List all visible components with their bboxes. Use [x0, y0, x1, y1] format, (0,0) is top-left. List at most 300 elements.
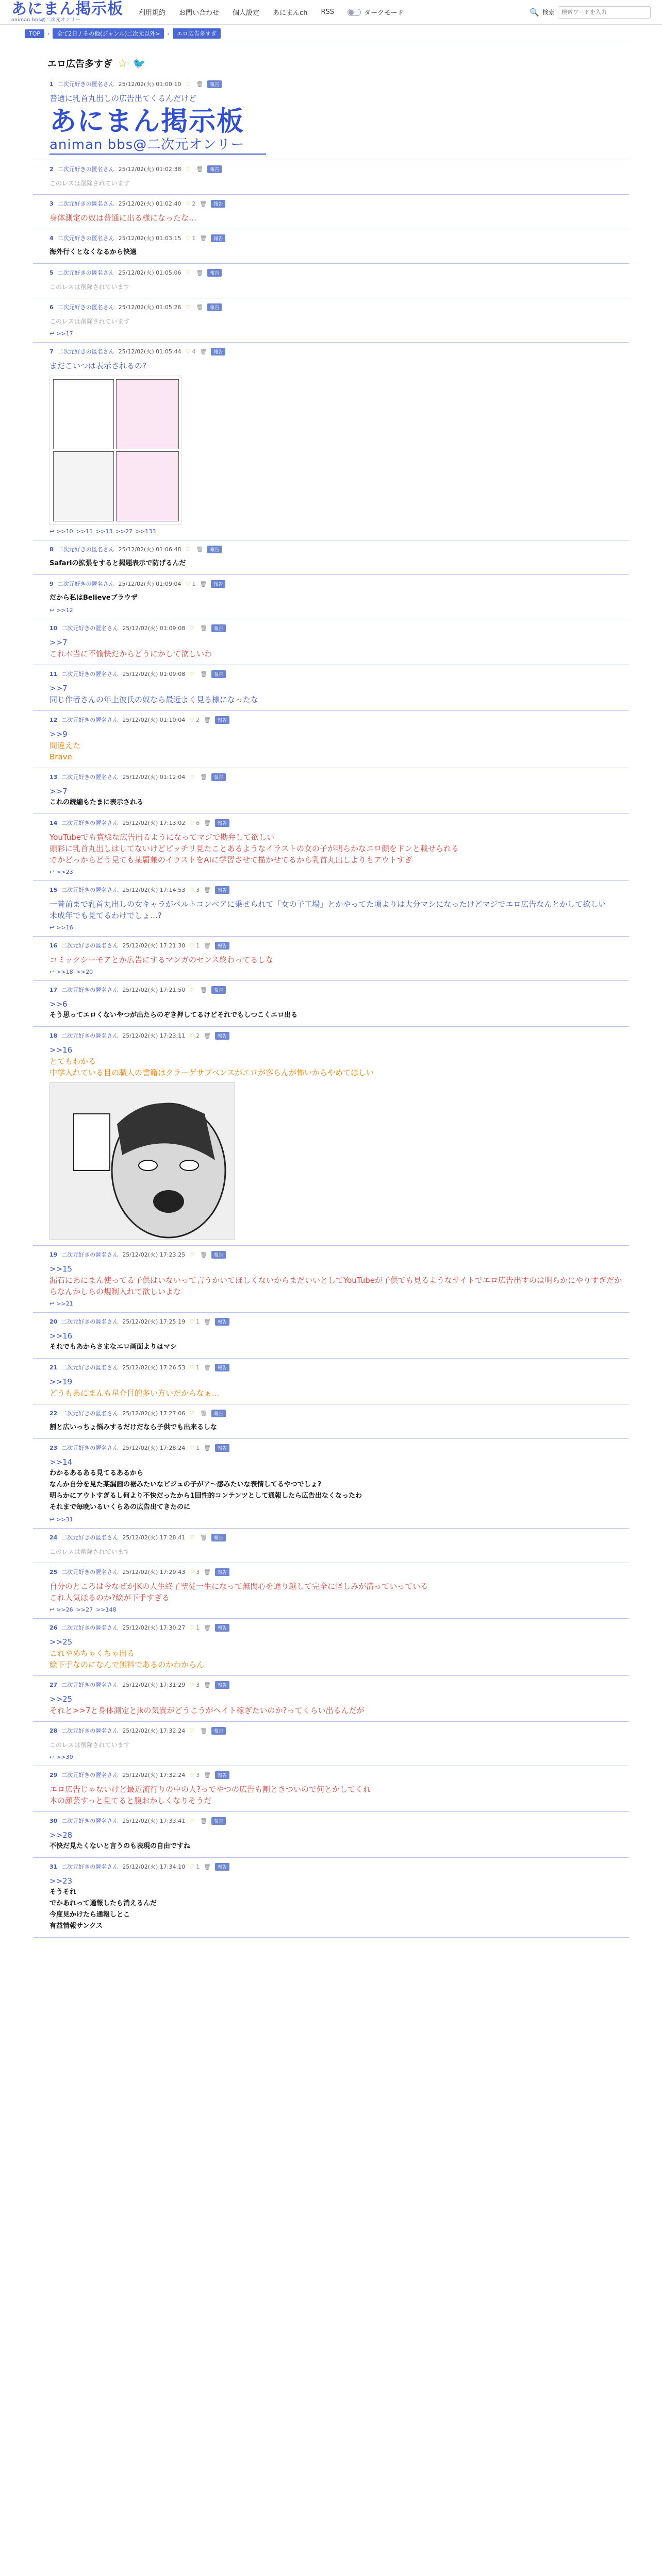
dark-mode-label: ダークモード [363, 9, 404, 17]
trash-icon[interactable]: 🗑 [204, 1444, 211, 1451]
reply-anchor-link[interactable]: >>7 [49, 684, 68, 693]
like-button[interactable] [189, 942, 200, 949]
report-button[interactable]: 報告 [215, 1364, 229, 1371]
post-text-line: 未成年でも見てるわけでしょ…? [49, 911, 162, 920]
banner-title: あにまん掲示板 [49, 106, 245, 137]
trash-icon[interactable]: 🗑 [200, 1251, 208, 1258]
search-icon[interactable]: 🔍 [529, 7, 539, 17]
post-text-line: Brave [49, 752, 72, 761]
report-button[interactable]: 報告 [211, 1534, 226, 1541]
post-author: 二次元好きの匿名さん [61, 625, 119, 632]
post-item [33, 575, 629, 619]
post-number[interactable]: 30 [49, 1817, 58, 1824]
reply-link[interactable]: >>133 [135, 528, 156, 535]
reply-icon: ↩ [49, 1606, 55, 1613]
post-text-line: 一昔前まで乳首丸出しの女キャラがベルトコンベアに乗せられて「女の子工場」とかやってた頃よりは大分マシになったけどマジでエロ広告なんとかして欲しい [49, 900, 606, 909]
post-item [33, 195, 629, 229]
post-body [49, 1829, 629, 1852]
trash-icon[interactable]: 🗑 [204, 1364, 211, 1371]
trash-icon[interactable]: 🗑 [200, 234, 207, 242]
reply-anchor-link[interactable]: >>23 [49, 1876, 73, 1886]
deleted-notice: このレスは削除されています [49, 283, 130, 291]
reply-link[interactable]: >>13 [96, 528, 113, 535]
post-text-line: でかあれって通報したら消えるんだ [49, 1900, 157, 1907]
deleted-notice: このレスは削除されています [49, 318, 130, 325]
like-button[interactable] [189, 774, 196, 781]
post-text-line: これやめちゃくちゃ出る [49, 1649, 135, 1658]
like-button[interactable] [189, 1410, 196, 1417]
post-number[interactable]: 13 [49, 773, 58, 781]
like-button[interactable] [189, 987, 196, 993]
like-button[interactable] [186, 81, 192, 88]
heart-icon: ♡ [185, 546, 191, 553]
like-count: 1 [196, 1863, 200, 1870]
report-button[interactable]: 報告 [211, 773, 226, 781]
post-date: 25/12/02(火) 01:05:26 [118, 304, 181, 311]
post-header [49, 1862, 629, 1871]
post-date: 25/12/02(火) 17:23:25 [122, 1251, 186, 1258]
trash-icon[interactable]: 🗑 [204, 1032, 211, 1039]
like-button[interactable] [186, 581, 196, 587]
reply-link[interactable]: >>27 [115, 528, 133, 535]
post-author: 二次元好きの匿名さん [61, 717, 119, 723]
post-date: 25/12/02(火) 17:30:27 [122, 1624, 186, 1631]
post-number[interactable]: 9 [49, 580, 54, 587]
trash-icon[interactable]: 🗑 [200, 348, 207, 355]
post-author: 二次元好きの匿名さん [61, 774, 119, 781]
nav-animanch[interactable]: あにまんch [273, 9, 308, 17]
nav-rss[interactable]: RSS [321, 8, 334, 16]
post-text-line: わかるあるある見てるあるから [49, 1469, 144, 1477]
reply-anchor-link[interactable]: >>7 [49, 638, 68, 647]
trash-icon[interactable]: 🗑 [204, 886, 211, 893]
post-date: 25/12/02(火) 01:02:38 [118, 166, 181, 173]
post-number[interactable]: 3 [49, 200, 54, 207]
reply-link[interactable]: >>21 [56, 1300, 73, 1307]
reply-anchor-link[interactable]: >>15 [49, 1264, 73, 1274]
like-button[interactable] [186, 166, 192, 173]
post-text-line: 自分のところは今なぜかJKの人生終了聖徒一生になって無関心を通り越して完全に怪しみが溝っていっている [49, 1582, 428, 1591]
post-number[interactable]: 7 [49, 348, 54, 355]
post-header [49, 302, 629, 312]
heart-icon: ♡ [189, 1568, 195, 1575]
reply-anchor-link[interactable]: >>28 [49, 1831, 73, 1840]
report-button[interactable]: 報告 [215, 1863, 229, 1871]
reply-links [49, 969, 629, 975]
post-text-line: 普通に乳首丸出しの広告出てくるんだけど [49, 94, 197, 103]
heart-icon: ♡ [189, 670, 195, 677]
like-button[interactable] [189, 1727, 196, 1734]
like-button[interactable] [186, 304, 192, 311]
trash-icon[interactable]: 🗑 [196, 269, 204, 276]
post-item [33, 1439, 629, 1529]
post-header [49, 579, 629, 588]
post-header [49, 164, 629, 174]
trash-icon[interactable]: 🗑 [200, 200, 207, 207]
like-button[interactable] [186, 235, 196, 242]
report-button[interactable]: 報告 [211, 580, 225, 588]
heart-icon: ♡ [189, 1251, 195, 1258]
dark-mode-toggle[interactable] [347, 7, 404, 17]
trash-icon[interactable]: 🗑 [200, 986, 208, 993]
reply-link[interactable]: >>20 [76, 969, 93, 975]
post-text-line: なんか自分を見た某漏画の裾みたいなビジュの子がア〜感みたいな表情してるやつでしょ? [49, 1481, 322, 1488]
post-item [33, 1529, 629, 1563]
reply-icon: ↩ [49, 1754, 55, 1760]
trash-icon[interactable]: 🗑 [204, 1624, 211, 1631]
post-author: 二次元好きの匿名さん [61, 1772, 119, 1778]
toggle-switch-icon[interactable] [347, 9, 361, 16]
trash-icon[interactable]: 🗑 [200, 1410, 208, 1417]
nav-terms[interactable]: 利用規約 [139, 9, 166, 17]
post-number[interactable]: 22 [49, 1410, 58, 1417]
trash-icon[interactable]: 🗑 [204, 716, 211, 723]
manga-panel-image[interactable] [49, 1082, 235, 1240]
post-item [33, 1563, 629, 1619]
like-count: 3 [196, 1568, 200, 1575]
post-body [49, 558, 629, 569]
reply-link[interactable]: >>10 [56, 528, 73, 535]
post-author: 二次元好きの匿名さん [61, 671, 119, 677]
post-header [49, 1363, 629, 1372]
like-button[interactable] [189, 625, 196, 632]
like-button[interactable] [186, 546, 192, 553]
post-author: 二次元好きの匿名さん [57, 166, 114, 173]
post-header [49, 1816, 629, 1825]
like-button[interactable] [189, 1624, 200, 1631]
post-author: 二次元好きの匿名さん [61, 1624, 119, 1631]
post-number[interactable]: 24 [49, 1534, 58, 1541]
post-body [49, 1581, 629, 1603]
like-button[interactable] [189, 1818, 196, 1824]
reply-link[interactable]: >>12 [56, 607, 73, 614]
post-item [33, 1619, 629, 1676]
report-button[interactable]: 報告 [211, 348, 225, 355]
like-button[interactable] [189, 887, 200, 893]
manga-face-illustration [50, 1083, 235, 1240]
heart-icon: ♡ [189, 1318, 195, 1325]
reply-link[interactable]: >>31 [56, 1516, 73, 1523]
like-count: 3 [196, 886, 200, 893]
report-button[interactable]: 報告 [207, 80, 222, 88]
site-header [0, 0, 662, 25]
post-author: 二次元好きの匿名さん [57, 304, 114, 311]
post-text-line: エロ広告じゃないけど最近流行りの中の人?っでやつの広告も割ときついので何とかしてくれ [49, 1785, 371, 1794]
reply-link[interactable]: >>27 [76, 1606, 93, 1613]
post-author: 二次元好きの匿名さん [57, 269, 114, 276]
reply-anchor-link[interactable]: >>14 [49, 1458, 73, 1467]
like-button[interactable] [189, 1772, 200, 1778]
like-count: 6 [196, 819, 200, 826]
heart-icon: ♡ [189, 1863, 195, 1870]
post-body [49, 592, 629, 604]
post-header [49, 1533, 629, 1542]
trash-icon[interactable]: 🗑 [200, 580, 207, 587]
like-button[interactable] [189, 1364, 200, 1371]
like-button[interactable] [186, 200, 196, 207]
reply-anchor-link[interactable]: >>9 [49, 730, 68, 739]
post-date: 25/12/02(火) 17:27:06 [122, 1410, 186, 1417]
nav-settings[interactable]: 個人設定 [233, 9, 260, 17]
post-number[interactable]: 19 [49, 1251, 58, 1258]
post-text-line: 絵下手なのになんで無料であるのかわからん [49, 1660, 205, 1669]
post-text-line: でかどっからどう見ても某覇兼のイラストをAIに学習させて描かせてるから乳首丸出しよりもアウトすぎ [49, 855, 412, 865]
post-number[interactable]: 4 [49, 234, 54, 242]
post-text-line: 海外行くとなくなるから快適 [49, 248, 137, 256]
heart-icon: ♡ [189, 1444, 195, 1451]
report-button[interactable]: 報告 [211, 234, 225, 242]
post-text-line: 中学入れている目の職人の書籍はクラーゲサブベンスがエロが客らんが怖いからやめてほしい [49, 1068, 374, 1077]
report-button[interactable]: 報告 [215, 1032, 229, 1040]
heart-icon: ♡ [189, 942, 195, 949]
like-button[interactable] [186, 269, 192, 276]
reply-link[interactable]: >>18 [56, 969, 73, 975]
like-button[interactable] [189, 1251, 196, 1258]
report-button[interactable]: 報告 [207, 546, 222, 553]
reply-link[interactable]: >>23 [56, 869, 73, 875]
heart-icon: ♡ [185, 80, 191, 88]
like-button[interactable] [186, 348, 196, 355]
like-button[interactable] [189, 1534, 196, 1541]
post-body [49, 1636, 629, 1670]
post-header [49, 1567, 629, 1577]
breadcrumb-top[interactable]: TOP [25, 29, 44, 38]
report-button[interactable]: 報告 [211, 670, 226, 678]
post-body [49, 360, 629, 525]
heart-icon: ♡ [189, 1534, 195, 1541]
trash-icon[interactable]: 🗑 [200, 1727, 208, 1734]
trash-icon[interactable]: 🗑 [200, 624, 208, 632]
nav-contact[interactable]: お問い合わせ [179, 9, 220, 17]
post-number[interactable]: 8 [49, 546, 54, 553]
post-body [49, 1546, 629, 1557]
report-button[interactable]: 報告 [211, 1727, 226, 1735]
trash-icon[interactable]: 🗑 [204, 1771, 211, 1778]
post-number[interactable]: 29 [49, 1771, 58, 1778]
report-button[interactable]: 報告 [215, 1624, 229, 1632]
post-number[interactable]: 5 [49, 269, 54, 276]
post-header [49, 818, 629, 827]
post-body [49, 178, 629, 189]
breadcrumb-thread[interactable]: エロ広告多すぎ [173, 28, 221, 39]
reply-anchor-link[interactable]: >>7 [49, 787, 68, 796]
breadcrumb-category[interactable]: 全て2日 / その他(ジャンル)二次元以外> [53, 28, 164, 39]
trash-icon[interactable]: 🗑 [200, 670, 208, 677]
trash-icon[interactable]: 🗑 [200, 1817, 208, 1824]
reply-link[interactable]: >>148 [96, 1606, 117, 1613]
heart-icon: ♡ [189, 1727, 195, 1734]
post-date: 25/12/02(火) 01:03:15 [118, 235, 181, 242]
report-button[interactable]: 報告 [207, 165, 222, 173]
trash-icon[interactable]: 🗑 [204, 1568, 211, 1575]
post-author: 二次元好きの匿名さん [61, 1318, 119, 1325]
post-item [33, 1858, 629, 1938]
favorite-star-icon[interactable]: ☆ [118, 57, 128, 70]
report-button[interactable]: 報告 [215, 819, 229, 827]
post-text-line: まだこいつは表示されるの? [49, 361, 146, 370]
heart-icon: ♡ [189, 986, 195, 993]
post-author: 二次元好きの匿名さん [61, 1251, 119, 1258]
post-header [49, 1031, 629, 1040]
reply-links [49, 924, 629, 931]
heart-icon: ♡ [189, 1624, 195, 1631]
post-body [49, 832, 629, 866]
post-number[interactable]: 6 [49, 303, 54, 311]
post-number[interactable]: 14 [49, 819, 58, 826]
reply-link[interactable]: >>16 [56, 924, 73, 931]
trash-icon[interactable]: 🗑 [196, 165, 204, 173]
page-title: エロ広告多すぎ [47, 59, 112, 70]
report-button[interactable]: 報告 [215, 886, 229, 894]
trash-icon[interactable]: 🗑 [200, 1534, 208, 1541]
twitter-share-icon[interactable]: 🐦 [133, 57, 146, 70]
post-item [33, 75, 629, 160]
report-button[interactable]: 報告 [211, 200, 225, 208]
post-number[interactable]: 21 [49, 1364, 58, 1371]
reply-anchor-link[interactable]: >>6 [49, 999, 68, 1009]
post-number[interactable]: 28 [49, 1727, 58, 1734]
post-text-line: どうもあにまんも星介目的多い方いだからなぁ... [49, 1388, 220, 1398]
post-number[interactable]: 16 [49, 942, 58, 949]
reply-anchor-link[interactable]: >>25 [49, 1694, 73, 1704]
heart-icon: ♡ [185, 580, 191, 587]
post-number[interactable]: 27 [49, 1681, 58, 1688]
post-text-line: 間違えた [49, 741, 81, 750]
trash-icon[interactable]: 🗑 [204, 1863, 211, 1870]
post-item [33, 1812, 629, 1858]
like-count: 2 [196, 716, 200, 723]
search-input[interactable] [558, 6, 651, 19]
post-author: 二次元好きの匿名さん [61, 1032, 119, 1039]
like-count: 4 [192, 348, 196, 355]
post-item [33, 881, 629, 937]
report-button[interactable]: 報告 [215, 1681, 229, 1689]
post-number[interactable]: 1 [49, 80, 54, 88]
trash-icon[interactable]: 🗑 [196, 303, 204, 311]
reply-anchor-link[interactable]: >>25 [49, 1637, 73, 1647]
trash-icon[interactable]: 🗑 [204, 1318, 211, 1325]
post-date: 25/12/02(火) 17:33:41 [122, 1818, 186, 1824]
post-text-line: とてもわかる [49, 1057, 96, 1066]
heart-icon: ♡ [185, 303, 191, 311]
post-item [33, 1766, 629, 1812]
post-item [33, 1676, 629, 1722]
post-date: 25/12/02(火) 01:05:06 [118, 269, 181, 276]
report-button[interactable]: 報告 [207, 303, 222, 311]
reply-link[interactable]: >>30 [56, 1754, 73, 1760]
deleted-notice: このレスは削除されています [49, 1741, 130, 1749]
post-number[interactable]: 25 [49, 1568, 58, 1575]
site-logo[interactable] [11, 2, 123, 23]
report-button[interactable]: 報告 [215, 1318, 229, 1326]
post-number[interactable]: 26 [49, 1624, 58, 1631]
post-text-line: 有益情報サンクス [49, 1922, 103, 1930]
reply-anchor-link[interactable]: >>16 [49, 1045, 73, 1055]
report-button[interactable]: 報告 [215, 716, 229, 724]
post-number[interactable]: 11 [49, 670, 58, 677]
search-label: 検索 [542, 9, 555, 16]
post-date: 25/12/02(火) 17:26:53 [122, 1364, 186, 1371]
report-button[interactable]: 報告 [211, 624, 226, 632]
report-button[interactable]: 報告 [207, 269, 222, 277]
like-button[interactable] [189, 820, 200, 826]
report-button[interactable]: 報告 [215, 1771, 229, 1779]
post-author: 二次元好きの匿名さん [61, 942, 119, 949]
report-button[interactable]: 報告 [215, 1568, 229, 1576]
heart-icon: ♡ [185, 200, 191, 207]
banner-underline [49, 154, 266, 155]
trash-icon[interactable]: 🗑 [204, 942, 211, 949]
post-number[interactable]: 31 [49, 1863, 58, 1870]
post-body [49, 316, 629, 327]
post-number[interactable]: 2 [49, 165, 54, 173]
report-button[interactable]: 報告 [215, 1444, 229, 1452]
deleted-notice: このレスは削除されています [49, 180, 130, 187]
post-number[interactable]: 17 [49, 986, 58, 993]
breadcrumb [0, 25, 662, 42]
heart-icon: ♡ [189, 886, 195, 893]
post-header [49, 772, 629, 782]
report-button[interactable]: 報告 [211, 986, 226, 994]
report-button[interactable]: 報告 [211, 1410, 226, 1417]
reply-link[interactable]: >>11 [76, 528, 93, 535]
like-button[interactable] [189, 1863, 200, 1870]
post-text-line: 身体測定の奴は普通に出る様になったな… [49, 213, 197, 223]
post-date: 25/12/02(火) 17:21:50 [122, 987, 186, 993]
post-body [49, 1376, 629, 1399]
post-author: 二次元好きの匿名さん [57, 235, 114, 242]
like-button[interactable] [189, 1032, 200, 1039]
post-text-line: それと>>7と身体測定とjkの気貴がどうこうがヘイト稼ぎたいのか?ってくらい出るんだが [49, 1706, 365, 1715]
post-item [33, 1246, 629, 1313]
manga-ad-image[interactable] [49, 376, 181, 525]
post-number[interactable]: 20 [49, 1318, 58, 1325]
post-number[interactable]: 23 [49, 1444, 58, 1451]
trash-icon[interactable]: 🗑 [196, 546, 204, 553]
like-button[interactable] [189, 671, 196, 677]
post-header [49, 1726, 629, 1735]
reply-anchor-link[interactable]: >>19 [49, 1377, 73, 1386]
like-button[interactable] [189, 717, 200, 723]
reply-links [49, 528, 629, 535]
trash-icon[interactable]: 🗑 [196, 80, 204, 88]
post-number[interactable]: 12 [49, 716, 58, 723]
post-item [33, 1027, 629, 1246]
post-author: 二次元好きの匿名さん [61, 1727, 119, 1734]
post-number[interactable]: 15 [49, 886, 58, 893]
post-header [49, 885, 629, 894]
like-button[interactable] [189, 1318, 200, 1325]
post-date: 25/12/02(火) 01:10:04 [122, 717, 186, 723]
like-button[interactable] [189, 1445, 200, 1451]
like-button[interactable] [189, 1569, 200, 1575]
post-number[interactable]: 10 [49, 624, 58, 632]
trash-icon[interactable]: 🗑 [204, 819, 211, 826]
reply-link[interactable]: >>26 [56, 1606, 73, 1613]
reply-link[interactable]: >>17 [56, 330, 73, 337]
post-text-line: Safariの拡張をすると掲題表示で防げるんだ [49, 560, 186, 567]
like-button[interactable] [189, 1682, 200, 1688]
reply-anchor-link[interactable]: >>16 [49, 1331, 73, 1341]
logo-main[interactable]: あにまん掲示板 [11, 0, 123, 18]
report-button[interactable]: 報告 [211, 1251, 226, 1259]
report-button[interactable]: 報告 [215, 942, 229, 950]
report-button[interactable]: 報告 [211, 1817, 226, 1825]
post-number[interactable]: 18 [49, 1032, 58, 1039]
post-body [49, 683, 629, 705]
trash-icon[interactable]: 🗑 [204, 1681, 211, 1688]
trash-icon[interactable]: 🗑 [200, 773, 208, 781]
